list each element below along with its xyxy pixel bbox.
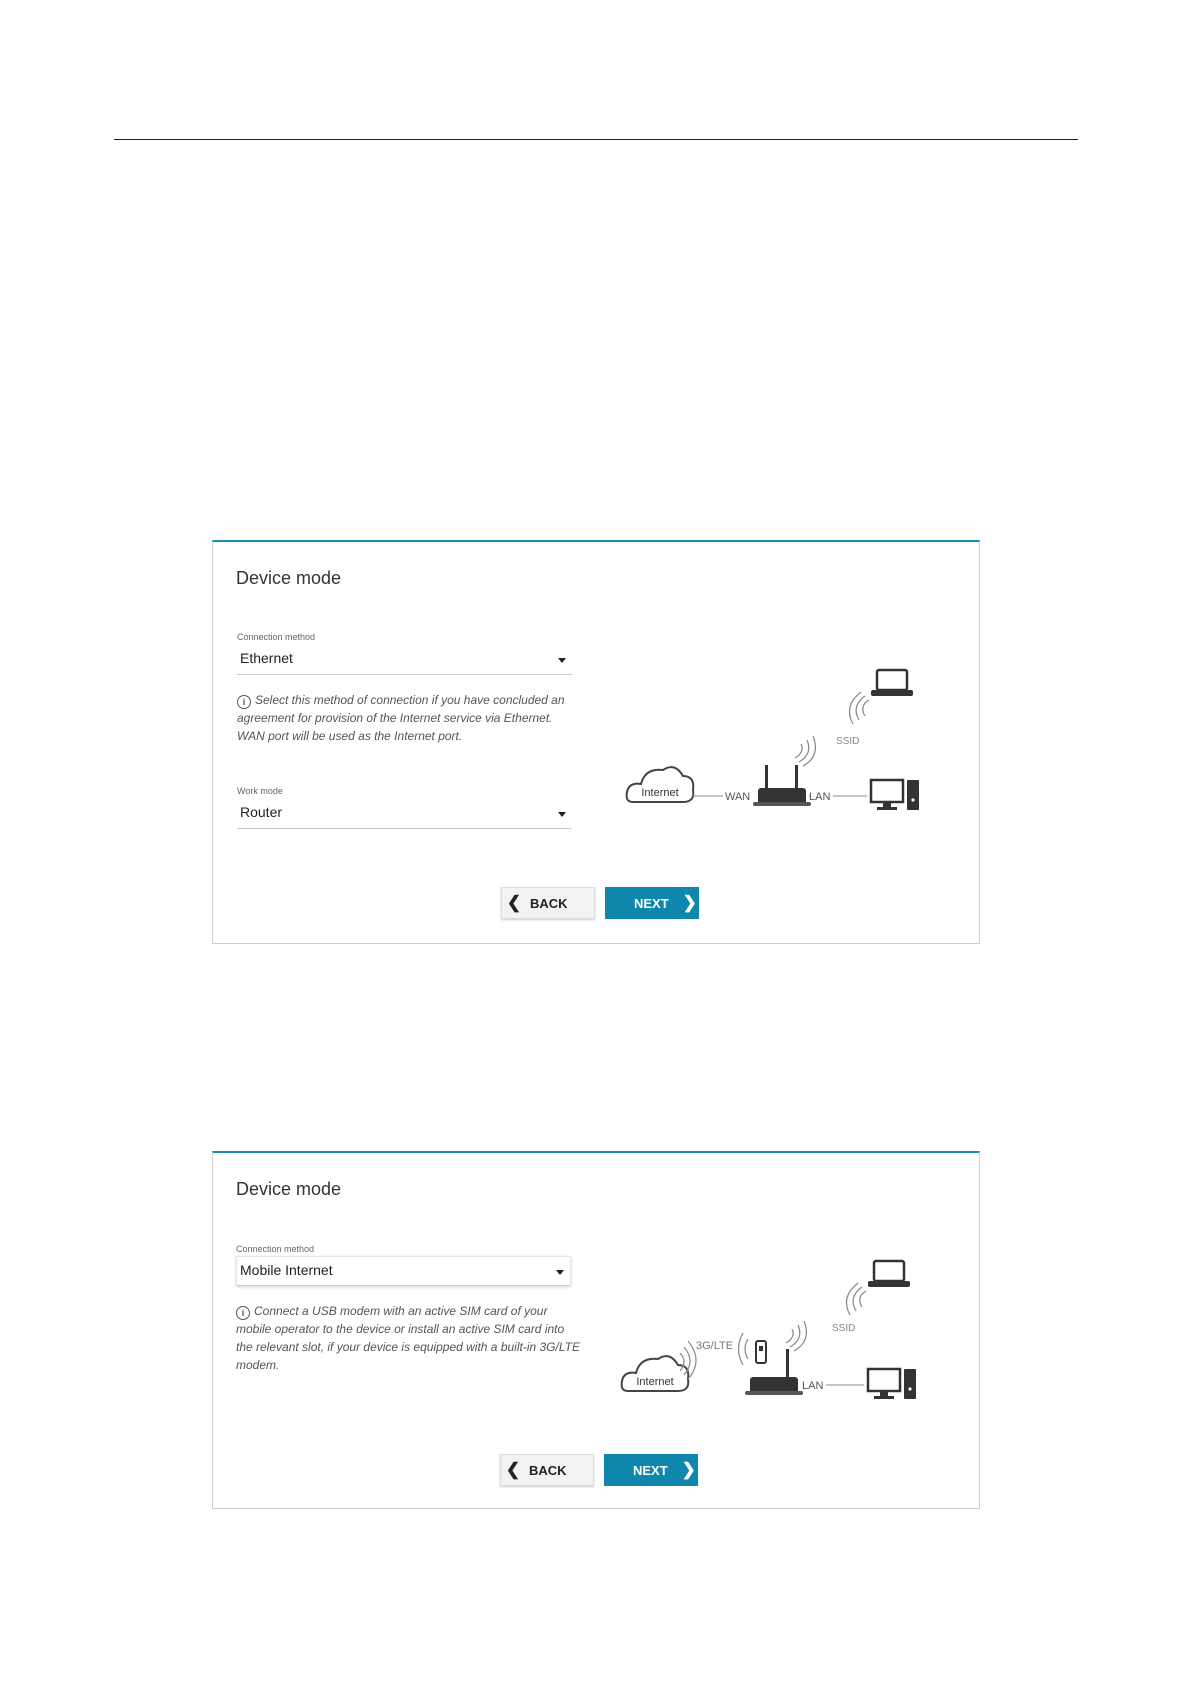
ssid-label: SSID	[836, 736, 860, 747]
info-icon: i	[236, 1306, 250, 1320]
device-mode-panel-mobile	[212, 1151, 980, 1509]
wifi-icon	[846, 1283, 866, 1315]
connection-hint	[236, 1302, 581, 1374]
wan-label: WAN	[725, 791, 751, 803]
connection-method-select[interactable]	[236, 1256, 571, 1286]
chevron-left-icon: ❮	[506, 893, 522, 912]
hint-text: Connect a USB modem with an active SIM card of your mobile operator to the device or install an active SIM card into the relevant slot, if your device is equipped with a built-in 3G/LTE modem.	[236, 1304, 580, 1372]
wifi-icon	[795, 736, 815, 766]
caret-down-icon	[556, 1270, 564, 1275]
back-button[interactable]	[500, 1454, 594, 1486]
panel-title: Device mode	[236, 1179, 342, 1199]
device-mode-panel-ethernet	[212, 540, 980, 944]
back-button-label: BACK	[529, 1462, 567, 1478]
ssid-label: SSID	[832, 1323, 856, 1334]
chevron-left-icon: ❮	[505, 1460, 521, 1479]
desktop-icon	[868, 1369, 916, 1399]
next-button-label: NEXT	[634, 895, 669, 911]
next-button[interactable]	[604, 1454, 698, 1486]
connection-method-value: Ethernet	[240, 650, 293, 666]
mobile-label: 3G/LTE	[696, 1340, 734, 1352]
lan-label: LAN	[802, 1380, 824, 1392]
caret-down-icon	[558, 812, 566, 817]
ethernet-diagram	[623, 662, 933, 822]
chevron-right-icon: ❯	[682, 893, 697, 912]
laptop-icon	[868, 1261, 910, 1287]
work-mode-value: Router	[240, 804, 283, 820]
connection-method-label: Connection method	[236, 1244, 315, 1254]
wifi-icon	[786, 1321, 806, 1351]
hint-text: Select this method of connection if you have concluded an agreement for provision of the Internet service via Ethernet. WAN port will be used as the Internet port.	[237, 693, 565, 743]
wifi-icon	[849, 692, 869, 724]
connection-hint	[237, 691, 582, 745]
internet-label: Internet	[641, 787, 679, 799]
connection-method-select[interactable]	[237, 645, 572, 675]
connection-method-value: Mobile Internet	[240, 1262, 333, 1278]
mobile-diagram	[618, 1251, 933, 1411]
chevron-right-icon: ❯	[681, 1460, 696, 1479]
laptop-icon	[871, 670, 913, 696]
next-button-label: NEXT	[633, 1462, 668, 1478]
info-icon: i	[237, 695, 251, 709]
router-icon	[745, 1349, 803, 1395]
top-rule	[114, 139, 1078, 140]
work-mode-label: Work mode	[237, 786, 283, 796]
connection-method-label: Connection method	[237, 632, 316, 642]
caret-down-icon	[558, 658, 566, 663]
back-button-label: BACK	[530, 895, 568, 911]
lan-label: LAN	[809, 791, 831, 803]
next-button[interactable]	[605, 887, 699, 919]
internet-label: Internet	[636, 1376, 674, 1388]
usb-modem-icon	[756, 1341, 766, 1363]
wifi-icon	[739, 1333, 749, 1365]
panel-title: Device mode	[236, 568, 342, 588]
back-button[interactable]	[501, 887, 595, 919]
desktop-icon	[871, 780, 919, 810]
router-icon	[753, 765, 811, 806]
work-mode-select[interactable]	[237, 799, 572, 829]
